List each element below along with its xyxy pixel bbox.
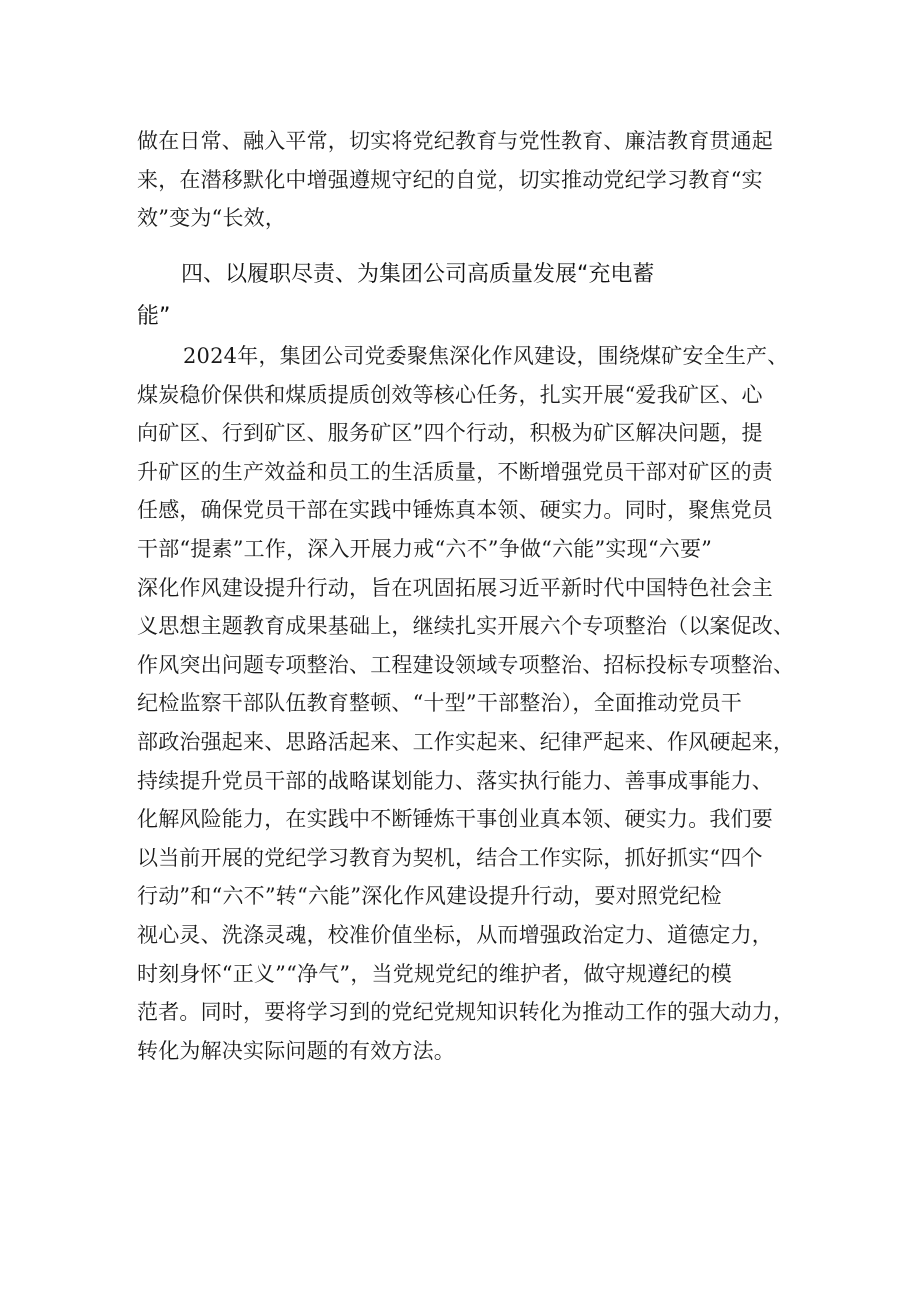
text-line: 持续提升党员干部的战略谋划能力、落实执行能力、善事成事能力、 [137,768,773,793]
text-line: 煤炭稳价保供和煤质提质创效等核心任务，扎实开展“爱我矿区、心 [137,382,763,407]
text-line: 行动”和“六不”转“六能”深化作风建设提升行动，要对照党纪检 [137,884,722,909]
text-line: 时刻身怀“正义”“净气”，当党规党纪的维护者，做守规遵纪的模 [137,961,732,986]
paragraph-continuation [137,122,797,238]
paragraph-main [137,337,797,1070]
text-line: 做在日常、融入平常，切实将党纪教育与党性教育、廉洁教育贯通起 [137,129,773,153]
text-line: 义思想主题教育成果基础上，继续扎实开展六个专项整治（以案促改、 [137,614,795,639]
text-line: 干部“提素”工作，深入开展力戒“六不”争做“六能”实现“六要” [137,536,713,561]
text-line: 范者。同时，要将学习到的党纪党规知识转化为推动工作的强大动力， [137,1000,795,1025]
heading-line: 四、以履职尽责、为集团公司高质量发展“充电蓄 [181,262,655,287]
text-line: 深化作风建设提升行动，旨在巩固拓展习近平新时代中国特色社会主 [137,575,773,600]
text-line: 效”变为“长效， [137,206,287,231]
text-line: 向矿区、行到矿区、服务矿区”四个行动，积极为矿区解决问题，提 [137,421,763,446]
text-line: 任感，确保党员干部在实践中锤炼真本领、硬实力。同时，聚焦党员 [137,498,773,523]
text-line: 以当前开展的党纪学习教育为契机，结合工作实际，抓好抓实“四个 [137,845,763,870]
heading-line: 能” [137,304,171,329]
text-line: 作风突出问题专项整治、工程建设领域专项整治、招标投标专项整治、 [137,652,795,677]
text-line: 化解风险能力，在实践中不断锤炼干事创业真本领、硬实力。我们要 [137,807,773,832]
text-line: 视心灵、洗涤灵魂，校准价值坐标，从而增强政治定力、道德定力， [137,922,773,947]
text-line: 部政治强起来、思路活起来、工作实起来、纪律严起来、作风硬起来， [137,729,795,754]
text-line: 纪检监察干部队伍教育整顿、“十型”干部整治），全面推动党员干 [137,691,742,716]
text-line: 来，在潜移默化中增强遵规守纪的自觉，切实推动党纪学习教育“实 [137,167,763,192]
text-line: 转化为解决实际问题的有效方法。 [137,1038,455,1063]
section-heading [137,254,797,338]
text-line: 2024年，集团公司党委聚焦深化作风建设，围绕煤矿安全生产、 [183,344,789,368]
text-line: 升矿区的生产效益和员工的生活质量，不断增强党员干部对矿区的责 [137,459,773,484]
